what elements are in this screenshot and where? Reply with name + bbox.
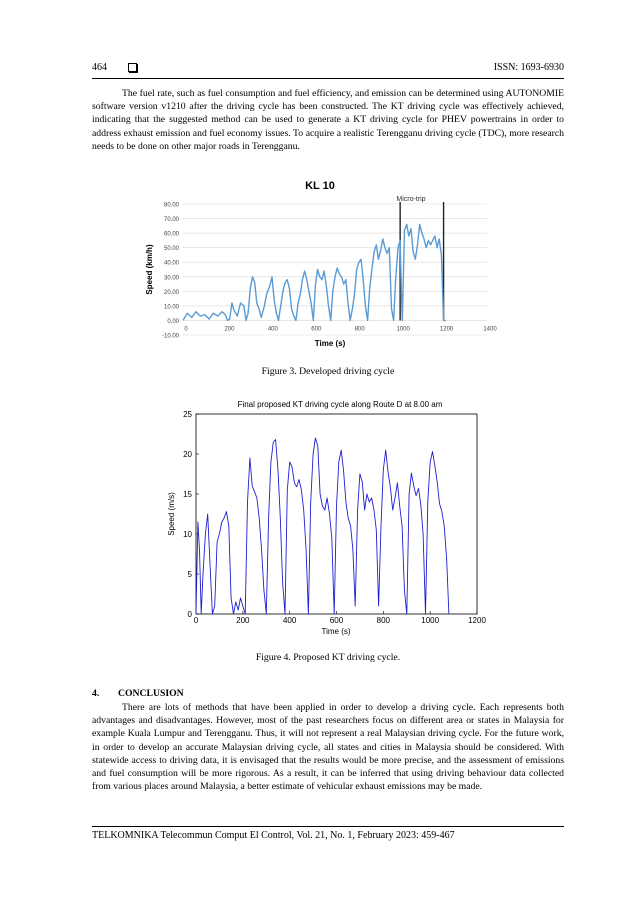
y-tick-label: 10.00: [163, 304, 179, 311]
x-tick-label: 0: [193, 616, 199, 625]
y-tick-label: 20.00: [163, 289, 179, 296]
x-tick-label: 400: [267, 326, 278, 333]
figure-3-chart: [0, 172, 638, 372]
x-tick-label: 0: [184, 326, 188, 333]
conclusion-paragraph: There are lots of methods that have been applied in order to develop a driving cycle. Each represents both advantages and disadvantages. However, most of the past researchers focus on different area or states in Malaysia for example Kuala Lumpur and Terengganu. Thus, it will not represent a real Malaysian driving cycle. For the future work, in order to develop an accurate Malaysian driving cycle, all states and cities in Malaysia should be considered. With statewide access to driving data, it is envisaged that the results would be more precise, and the assessment of emissions and fuel consumption will be more rigorous. As a result, it can be inferred that using driving behaviour data collected from various places around Malaysia, a better estimate of vehicular exhaust emissions may be made.: [92, 702, 564, 793]
annotation-label: Micro-trip: [396, 196, 426, 203]
footer-citation: TELKOMNIKA Telecommun Comput El Control, Vol. 21, No. 1, February 2023: 459-467: [92, 830, 455, 841]
page-header: [92, 62, 564, 76]
figure-4-caption: Figure 4. Proposed KT driving cycle.: [255, 652, 401, 663]
y-tick-label: 50.00: [163, 246, 179, 253]
x-tick-label: 200: [224, 326, 235, 333]
y-tick-label: 0.00: [167, 318, 179, 325]
x-tick-label: 1200: [439, 326, 454, 333]
section-heading: [92, 688, 184, 699]
y-tick-label: -10.00: [161, 333, 179, 340]
x-tick-label: 800: [376, 616, 391, 625]
y-tick-label: 60.00: [163, 231, 179, 238]
x-tick-label: 600: [311, 326, 322, 333]
x-axis-label: Time (s): [321, 627, 351, 636]
x-tick-label: 800: [354, 326, 365, 333]
y-tick-label: 15: [183, 490, 192, 499]
y-axis-label: Speed (km/h): [145, 244, 154, 295]
section-number: 4.: [92, 688, 100, 699]
x-tick-label: 1000: [396, 326, 410, 333]
figure-4-chart: [0, 396, 638, 646]
footer-rule: [92, 826, 564, 827]
figure-3-caption: Figure 3. Developed driving cycle: [261, 366, 395, 377]
y-tick-label: 80.00: [163, 202, 179, 209]
x-tick-label: 1400: [483, 326, 497, 333]
y-tick-label: 10: [183, 530, 192, 539]
issn: ISSN: 1693-6930: [493, 62, 564, 73]
y-tick-label: 0: [187, 610, 192, 619]
x-tick-label: 200: [236, 616, 250, 625]
y-tick-label: 70.00: [163, 217, 179, 224]
x-tick-label: 400: [282, 616, 297, 625]
y-tick-label: 40.00: [163, 260, 179, 267]
y-axis-label: Speed (m/s): [167, 492, 176, 536]
header-rule: [92, 78, 564, 79]
section-title: CONCLUSION: [118, 688, 184, 699]
y-tick-label: 5: [187, 570, 192, 579]
x-tick-label: 1000: [421, 616, 440, 625]
series-line: [196, 438, 449, 614]
square-bullet-icon: [128, 63, 137, 72]
chart-title: KL 10: [305, 180, 335, 192]
page-number: 464: [92, 62, 107, 73]
chart-title: Final proposed KT driving cycle along Route D at 8.00 am: [237, 400, 443, 409]
y-tick-label: 30.00: [163, 275, 179, 282]
y-tick-label: 20: [183, 450, 192, 459]
intro-paragraph: The fuel rate, such as fuel consumption and fuel efficiency, and emission can be determined using AUTONOMIE software version v1210 after the driving cycle has been constructed. The KT driving cycle was effectively achieved, indicating that the suggested method can be used to generate a KT driving cycle for PHEV powertrains in order to address exhaust emission and fuel economy issues. To acquire a realistic Terengganu driving cycle (TDC), more research needs to be done on other major roads in Terengganu.: [92, 88, 564, 152]
x-tick-label: 600: [329, 616, 344, 625]
x-tick-label: 1200: [468, 616, 486, 625]
x-axis-label: Time (s): [314, 339, 346, 348]
y-tick-label: 25: [183, 410, 192, 419]
